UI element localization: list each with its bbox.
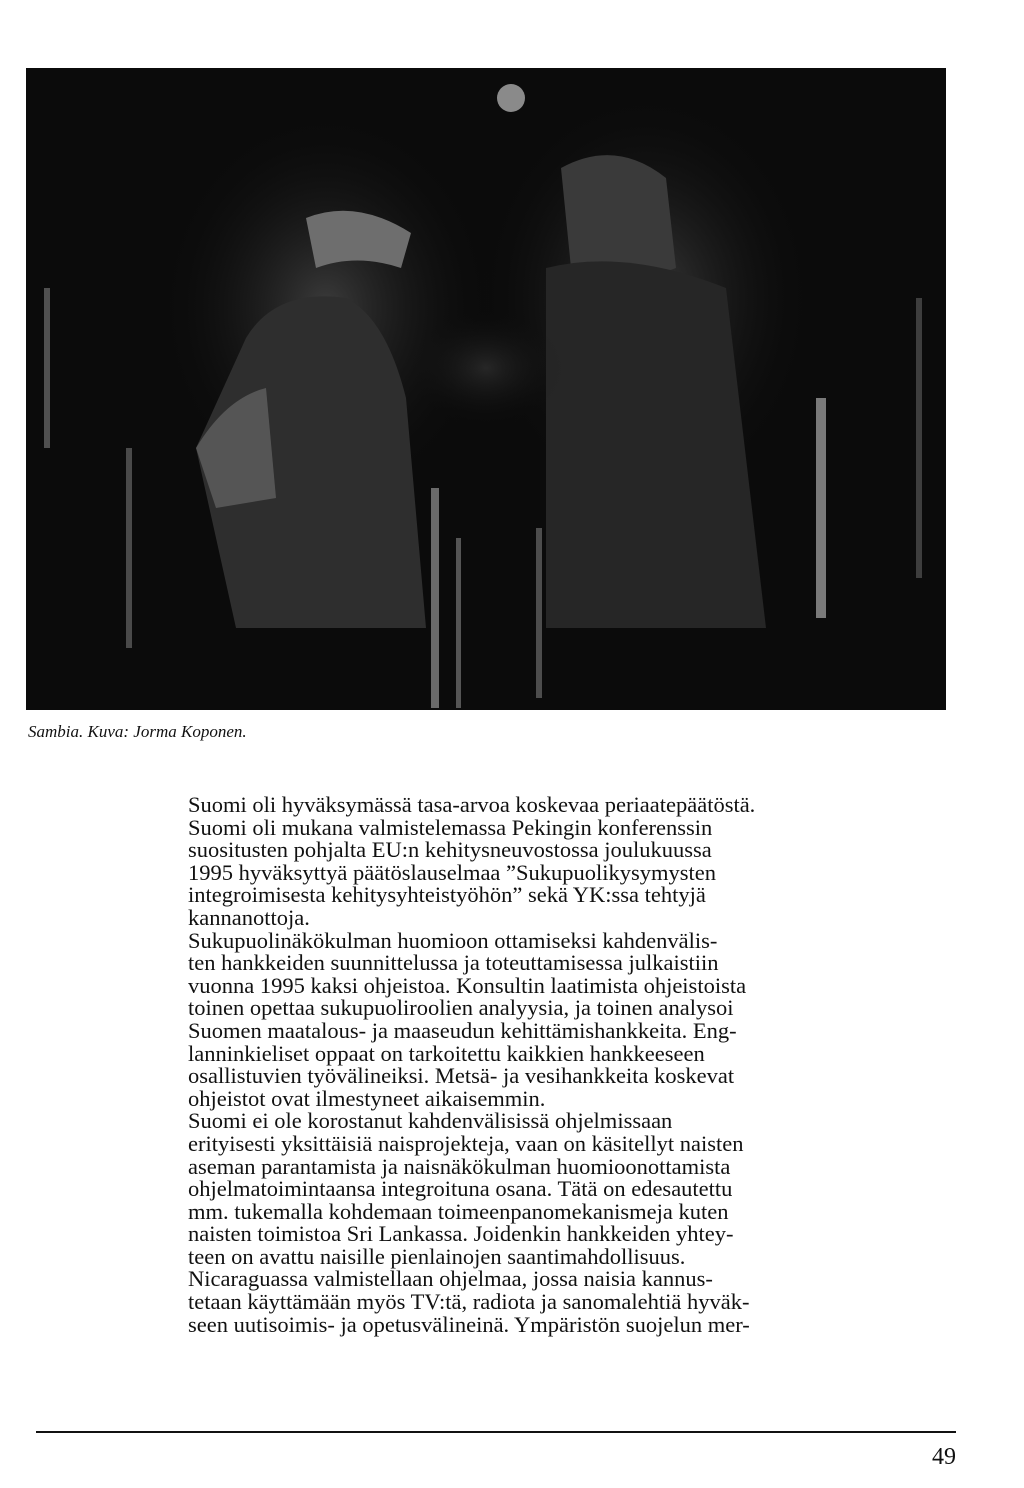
text-line: Suomi ei ole korostanut kahdenvälisissä ohjelmissaan xyxy=(188,1108,673,1134)
caption-credit: Kuva: Jorma Koponen. xyxy=(87,722,247,741)
photo-women-in-field xyxy=(26,68,946,710)
text-line: osallistuvien työvälineiksi. Metsä- ja vesihankkeita koskevat xyxy=(188,1063,735,1089)
text-line: ohjeistot ovat ilmestyneet aikaisemmin. xyxy=(188,1085,546,1111)
text-line: vuonna 1995 kaksi ohjeistoa. Konsultin laatimista ohjeistoista xyxy=(188,972,747,998)
text-line: integroimisesta kehitysyhteistyöhön” sekä YK:ssa tehtyjä xyxy=(188,882,706,908)
footer-rule xyxy=(36,1431,956,1433)
body-text xyxy=(188,794,908,1336)
text-line: toinen opettaa sukupuoliroolien analyysia, ja toinen analysoi xyxy=(188,995,734,1021)
text-line: seen uutisoimis- ja opetusvälineinä. Ympäristön suojelun mer- xyxy=(188,1311,750,1337)
text-line: suositusten pohjalta EU:n kehitysneuvostossa joulukuussa xyxy=(188,837,712,863)
photo-caption xyxy=(28,722,247,742)
text-line: naisten toimistoa Sri Lankassa. Joidenkin hankkeiden yhtey- xyxy=(188,1221,734,1247)
text-line: Suomi oli mukana valmistelemassa Pekingin konferenssin xyxy=(188,814,713,840)
text-line: ten hankkeiden suunnittelussa ja toteuttamisessa julkaistiin xyxy=(188,950,719,976)
text-line: tetaan käyttämään myös TV:tä, radiota ja sanomalehtiä hyväk- xyxy=(188,1289,750,1315)
text-line: Suomen maatalous- ja maaseudun kehittämishankkeita. Eng- xyxy=(188,1017,737,1043)
page-number: 49 xyxy=(932,1444,956,1470)
text-line: erityisesti yksittäisiä naisprojekteja, vaan on käsitellyt naisten xyxy=(188,1130,744,1156)
text-line: kannanottoja. xyxy=(188,904,310,930)
caption-place: Sambia. xyxy=(28,722,84,741)
text-line: teen on avattu naisille pienlainojen saantimahdollisuus. xyxy=(188,1243,686,1269)
text-line: aseman parantamista ja naisnäkökulman huomioonottamista xyxy=(188,1153,731,1179)
text-line: mm. tukemalla kohdemaan toimeenpanomekanismeja kuten xyxy=(188,1198,729,1224)
text-line: 1995 hyväksyttyä päätöslauselmaa ”Sukupuolikysymysten xyxy=(188,859,717,885)
photo-image xyxy=(26,68,946,710)
text-line: ohjelmatoimintaansa integroituna osana. Tätä on edesautettu xyxy=(188,1176,733,1202)
text-line: Suomi oli hyväksymässä tasa-arvoa koskevaa periaatepäätöstä. xyxy=(188,792,756,817)
text-line: Sukupuolinäkökulman huomioon ottamiseksi kahdenvälis- xyxy=(188,927,718,953)
text-line: Nicaraguassa valmistellaan ohjelmaa, jossa naisia kannus- xyxy=(188,1266,713,1292)
text-line: lanninkieliset oppaat on tarkoitettu kaikkien hankkeeseen xyxy=(188,1040,705,1066)
